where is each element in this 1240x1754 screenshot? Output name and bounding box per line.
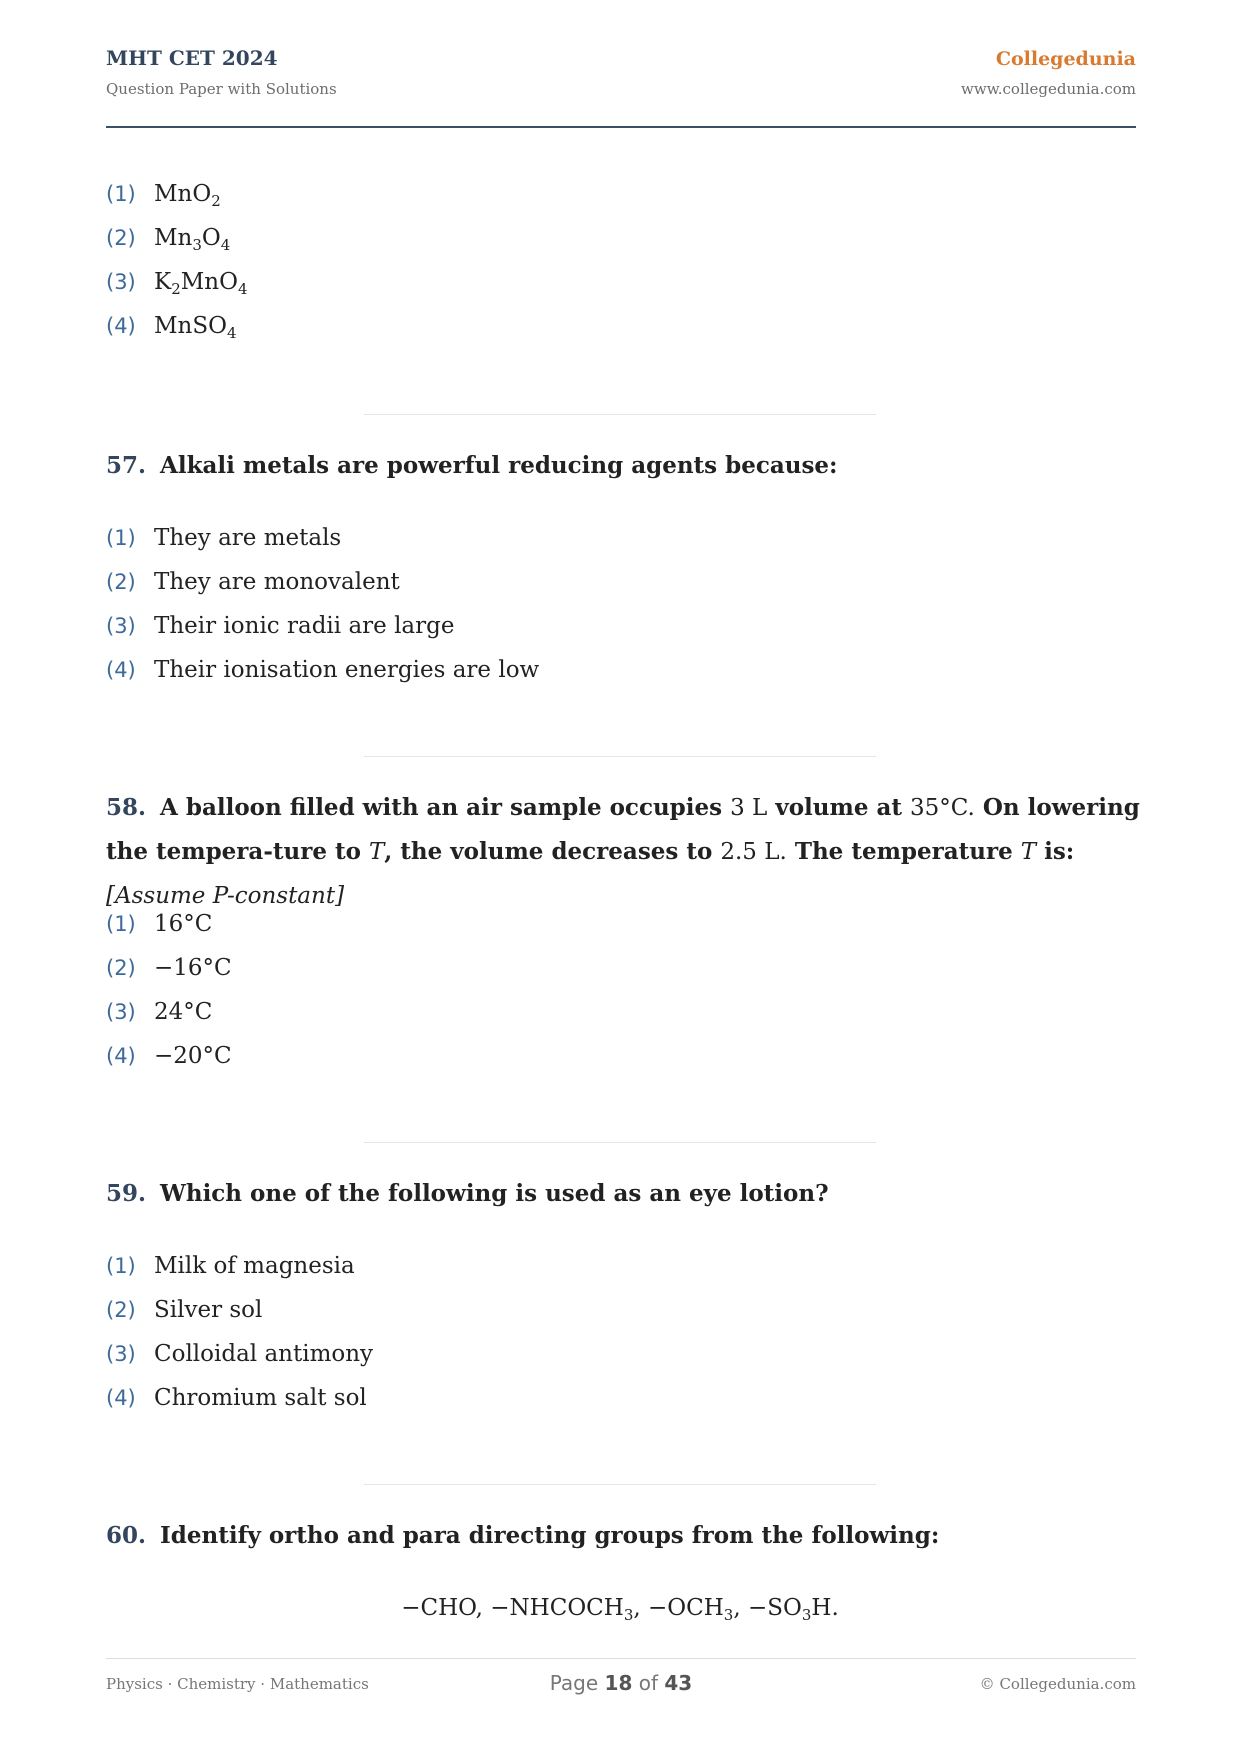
option-text: −16°C (154, 955, 232, 981)
option-number: (4) (106, 1386, 136, 1410)
question-number: 60. (106, 1522, 147, 1549)
question-number: 59. (106, 1180, 147, 1207)
option-text: $Mn_3O_4$ (154, 225, 231, 254)
option-text: They are monovalent (154, 569, 400, 595)
footer-subjects: Physics · Chemistry · Mathematics (106, 1675, 369, 1693)
option-number: (2) (106, 226, 136, 250)
option[interactable] (106, 1034, 232, 1078)
option-text: Their ionisation energies are low (154, 657, 540, 683)
option[interactable] (106, 260, 248, 304)
option-number: (3) (106, 614, 136, 638)
q57-options (106, 516, 539, 692)
question-number: 58. (106, 794, 147, 821)
option-number: (2) (106, 956, 136, 980)
chemical-groups-formula: −CHO, $-NHCOCH_3$, $-OCH_3$, $-SO_3H$. (401, 1595, 839, 1624)
question-text: Which one of the following is used as an eye lotion? (160, 1180, 829, 1207)
option-text: Their ionic radii are large (154, 613, 455, 639)
question-divider (364, 1484, 876, 1485)
option-text: 24°C (154, 999, 213, 1025)
exam-subtitle: Question Paper with Solutions (106, 80, 337, 98)
option[interactable] (106, 1376, 373, 1420)
question-note: [Assume P-constant] (106, 883, 345, 909)
question-number: 57. (106, 452, 147, 479)
q56-options (106, 172, 248, 348)
option[interactable] (106, 648, 539, 692)
option[interactable] (106, 1288, 373, 1332)
option-number: (4) (106, 658, 136, 682)
option-number: (2) (106, 570, 136, 594)
option[interactable] (106, 216, 248, 260)
exam-title: MHT CET 2024 (106, 46, 278, 70)
option-text: They are metals (154, 525, 342, 551)
option[interactable] (106, 990, 232, 1034)
option-text: Milk of magnesia (154, 1253, 355, 1279)
option-text: MnSO$_4$ (154, 313, 237, 342)
page-number: Page 18 of 43 (549, 1671, 693, 1695)
option-number: (2) (106, 1298, 136, 1322)
brand-name: Collegedunia (995, 48, 1136, 70)
option-text: −20°C (154, 1043, 232, 1069)
page-header (106, 46, 1136, 128)
option[interactable] (106, 946, 232, 990)
option-text: MnO$_2$ (154, 181, 221, 210)
question-divider (364, 756, 876, 757)
footer-copyright: © Collegedunia.com (979, 1675, 1136, 1693)
option-number: (4) (106, 1044, 136, 1068)
option-text: Chromium salt sol (154, 1385, 367, 1411)
option-number: (4) (106, 314, 136, 338)
option[interactable] (106, 304, 248, 348)
option[interactable] (106, 172, 248, 216)
question-57 (106, 444, 1146, 488)
brand-url[interactable]: www.collegedunia.com (961, 80, 1136, 98)
question-divider (364, 1142, 876, 1143)
option[interactable] (106, 1244, 373, 1288)
option-text: Silver sol (154, 1297, 263, 1323)
question-text: Identify ortho and para directing groups from the following: (160, 1522, 940, 1549)
option-number: (1) (106, 526, 136, 550)
option-number: (3) (106, 1342, 136, 1366)
option[interactable] (106, 902, 232, 946)
option[interactable] (106, 1332, 373, 1376)
q59-options (106, 1244, 373, 1420)
option-text: $K_2MnO_4$ (154, 269, 248, 298)
option-number: (3) (106, 270, 136, 294)
option[interactable] (106, 516, 539, 560)
question-58: 58. A balloon filled with an air sample occupies 3 L volume at 35°C. On lowering the tempera-ture to T, the volume decreases to 2.5 L. The temperature T is: [Assume P-constant] (106, 794, 1140, 909)
question-60 (106, 1514, 1146, 1558)
option-number: (1) (106, 1254, 136, 1278)
option-number: (3) (106, 1000, 136, 1024)
question-59 (106, 1172, 1146, 1216)
option[interactable] (106, 560, 539, 604)
q58-options (106, 902, 232, 1078)
page-footer (106, 1658, 1136, 1709)
option[interactable] (106, 604, 539, 648)
option-text: Colloidal antimony (154, 1341, 374, 1367)
option-number: (1) (106, 182, 136, 206)
question-divider (364, 414, 876, 415)
option-number: (1) (106, 912, 136, 936)
question-text: Alkali metals are powerful reducing agents because: (160, 452, 838, 479)
option-text: 16°C (154, 911, 213, 937)
